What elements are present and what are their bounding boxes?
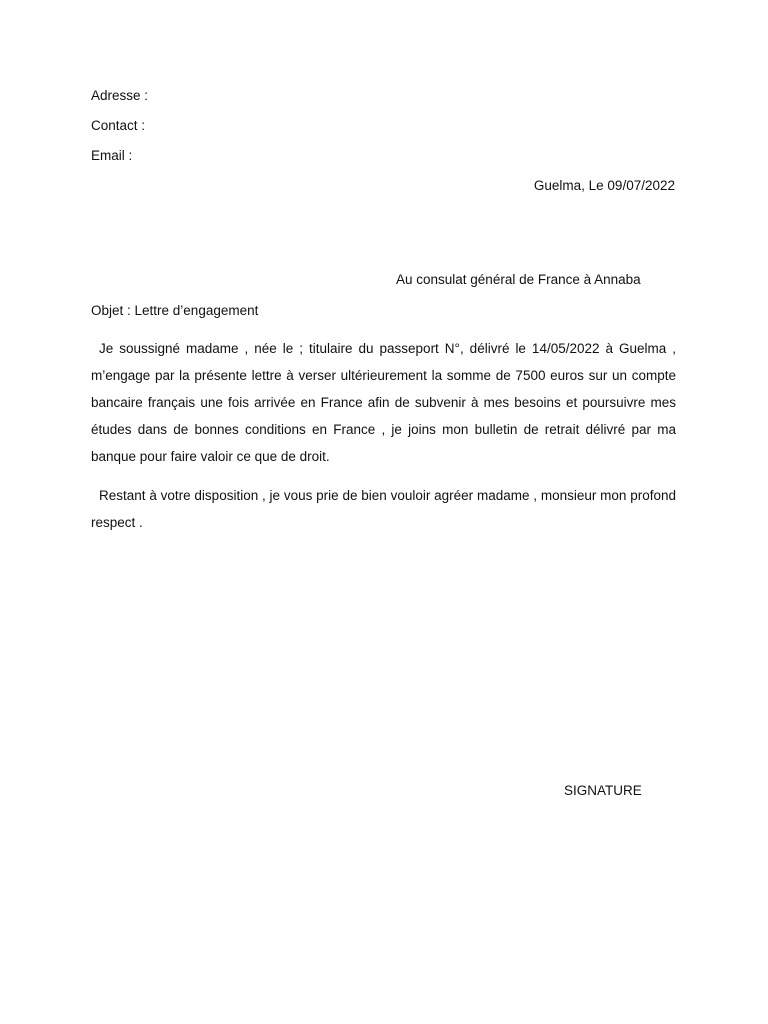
paragraph-2-text: Restant à votre disposition , je vous prie de bien vouloir agréer madame , monsieur mon profond respect . xyxy=(91,488,676,530)
email-label: Email : xyxy=(91,148,133,163)
recipient-line: Au consulat général de France à Annaba xyxy=(396,272,641,287)
address-label: Adresse : xyxy=(91,88,149,103)
paragraph-1-text: Je soussigné madame , née le ; titulaire du passeport N°, délivré le 14/05/2022 à Guelma , m’engage par la présente lettre à verser ultérieurement la somme de 7500 euros sur un compte bancaire français une fois arrivée en France afin de subvenir à mes besoins et poursuivre mes études dans de bonnes conditions en France , je joins mon bulletin de retrait délivré par ma banque pour faire valoir ce que de droit. xyxy=(91,341,676,464)
subject-line: Objet : Lettre d’engagement xyxy=(91,303,259,318)
body-paragraph-2 xyxy=(91,482,676,536)
contact-label: Contact : xyxy=(91,118,146,133)
place-date: Guelma, Le 09/07/2022 xyxy=(533,178,675,193)
body-paragraph-1 xyxy=(91,335,676,470)
signature-label: SIGNATURE xyxy=(564,783,642,798)
